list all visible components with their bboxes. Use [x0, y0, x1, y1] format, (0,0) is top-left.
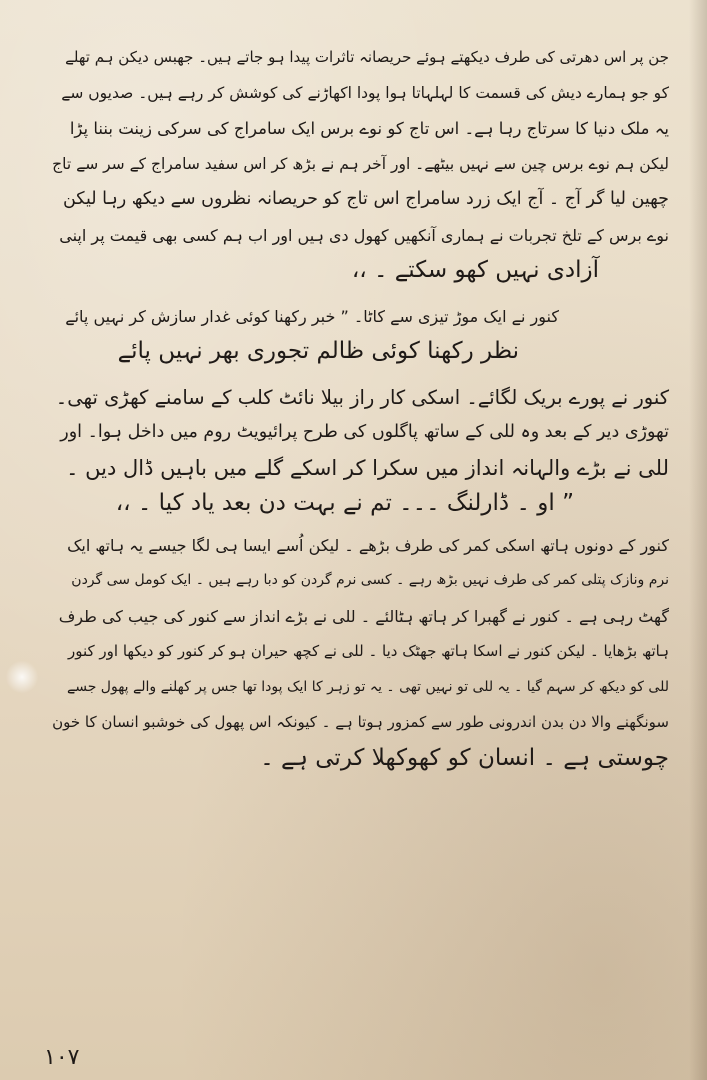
- text-line-13-dialogue: ” او ۔ ڈارلنگ ۔۔۔ تم نے بہت دن بعد یاد کیا ۔ ،،: [115, 490, 574, 516]
- text-line-11: تھوڑی دیر کے بعد وہ للی کے ساتھ پاگلوں کی طرح پرائیویٹ روم میں داخل ہوا۔ اور: [60, 422, 669, 442]
- urdu-text-block: [52, 40, 669, 776]
- text-line-18: للی کو دیکھ کر سہم گیا ۔ یہ للی تو نہیں تھی ۔ یہ تو زہر کا ایک پودا تھا جس پر کھلنے والے پھول جسے: [67, 678, 669, 695]
- text-line-5: چھین لیا گر آج ۔ آج ایک زرد سامراج اس تاج کو حریصانہ نظروں سے دیکھ رہا لیکن: [62, 189, 669, 209]
- text-line-15: نرم ونازک پتلی کمر کی طرف نہیں بڑھ رہے ۔ کسی نرم گردن کو دبا رہے ہیں ۔ ایک کومل سی گردن: [71, 572, 669, 588]
- text-line-9-verse: نظر رکھنا کوئی ظالم تجوری بھر نہیں پائے: [117, 338, 519, 364]
- text-line-8-verse: کنور نے ایک موڑ تیزی سے کاٹا۔ ” خبر رکھنا کوئی غدار سازش کر نہیں پائے: [65, 306, 559, 326]
- page-number: ۱۰۷: [44, 1045, 80, 1070]
- text-line-19: سونگھنے والا دن بدن اندرونی طور سے کمزور ہوتا ہے ۔ کیونکہ اس پھول کی خوشبو انسان کا خون: [52, 713, 669, 731]
- text-line-16: گھٹ رہی ہے ۔ کنور نے گھبرا کر ہاتھ ہٹالئے ۔ للی نے بڑے انداز سے کنور کی جیب کی طرف: [58, 606, 669, 626]
- paper-smudge: [6, 660, 38, 694]
- text-line-4: لیکن ہم نوے برس چین سے نہیں بیٹھے۔ اور آخر ہم نے بڑھ کر اس سفید سامراج کے سر سے تاج: [52, 154, 669, 173]
- text-line-1: جن پر اس دھرتی کی طرف دیکھتے ہوئے حریصانہ تاثرات پیدا ہو جاتے ہیں۔ جھبس دیکن ہم تھلے: [65, 48, 669, 66]
- text-line-2: کو جو ہمارے دیش کی قسمت کا لہلہاتا ہوا پودا اکھاڑنے کی کوشش کر رہے ہیں۔ صدیوں سے: [61, 83, 669, 102]
- text-line-10: کنور نے پورے بریک لگائے۔ اسکی کار راز بیلا نائٹ کلب کے سامنے کھڑی تھی۔: [55, 385, 669, 409]
- text-line-3: یہ ملک دنیا کا سرتاج رہا ہے۔ اس تاج کو نوے برس ایک سامراج کی سرکی زینت بننا پڑا: [69, 119, 669, 138]
- text-line-6: نوے برس کے تلخ تجربات نے ہماری آنکھیں کھول دی ہیں اور اب ہم کسی بھی قیمت پر اپنی: [59, 225, 669, 245]
- text-line-7: آزادی نہیں کھو سکتے ۔ ،،: [351, 257, 599, 283]
- text-line-20: چوستی ہے ۔ انسان کو کھوکھلا کرتی ہے ۔: [260, 744, 669, 771]
- page-edge-shadow: [689, 0, 707, 1080]
- text-line-14: کنور کے دونوں ہاتھ اسکی کمر کی طرف بڑھے ۔ لیکن اُسے ایسا ہی لگا جیسے یہ ہاتھ ایک: [67, 535, 669, 555]
- text-line-17: ہاتھ بڑھایا ۔ لیکن کنور نے اسکا ہاتھ جھٹک دیا ۔ للی نے کچھ حیران ہو کر کنور کو دیکھا اور کنور: [68, 642, 669, 660]
- text-line-12: للی نے بڑے والہانہ انداز میں سکرا کر اسکے گلے میں باہیں ڈال دیں ۔: [66, 455, 669, 480]
